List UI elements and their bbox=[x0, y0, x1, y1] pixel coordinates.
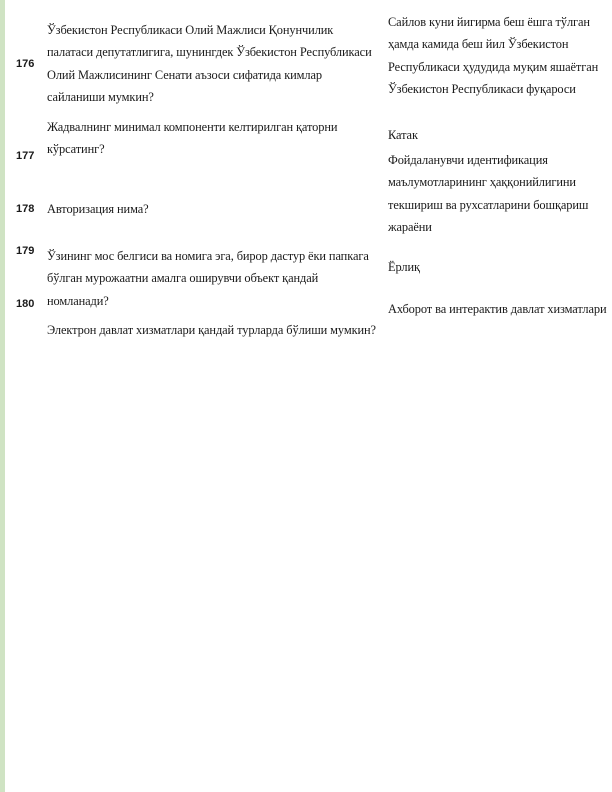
row-number: 177 bbox=[16, 150, 35, 162]
answer-text: Катак bbox=[388, 128, 418, 142]
row-number: 180 bbox=[16, 298, 35, 310]
left-margin-bar bbox=[0, 0, 5, 792]
answer-text: Ёрлиқ bbox=[388, 260, 420, 274]
question-text: Авторизация нима? bbox=[47, 202, 149, 216]
answer-text: Ахборот ва интерактив давлат хизматлари bbox=[388, 302, 607, 316]
question-text: Ўзининг мос белгиси ва номига эга, бирор дастур ёки папкага бўлган мурожаатни амалга оширувчи объект қандай номланади? bbox=[47, 249, 369, 308]
row-number: 176 bbox=[16, 58, 35, 70]
answer-text: Фойдаланувчи идентификация маълумотларининг ҳаққонийлигини текшириш ва рухсатларини бошқариш жараёни bbox=[388, 153, 589, 235]
question-text: Жадвалнинг минимал компоненти келтирилган қаторни кўрсатинг? bbox=[47, 120, 338, 157]
row-number: 178 bbox=[16, 203, 35, 215]
answer-text: Сайлов куни йигирма беш ёшга тўлган ҳамда камида беш йил Ўзбекистон Республикаси ҳудудида муқим яшаётган Ўзбекистон Республикаси фуқароси bbox=[388, 15, 599, 97]
question-text: Ўзбекистон Республикаси Олий Мажлиси Қонунчилик палатаси депутатлигига, шунингдек Ўзбекистон Республикаси Олий Мажлисининг Сенати аъзоси сифатида кимлар сайланиши мумкин? bbox=[47, 23, 372, 105]
row-number: 179 bbox=[16, 245, 35, 257]
question-text: Электрон давлат хизматлари қандай турларда бўлиши мумкин? bbox=[47, 323, 376, 337]
